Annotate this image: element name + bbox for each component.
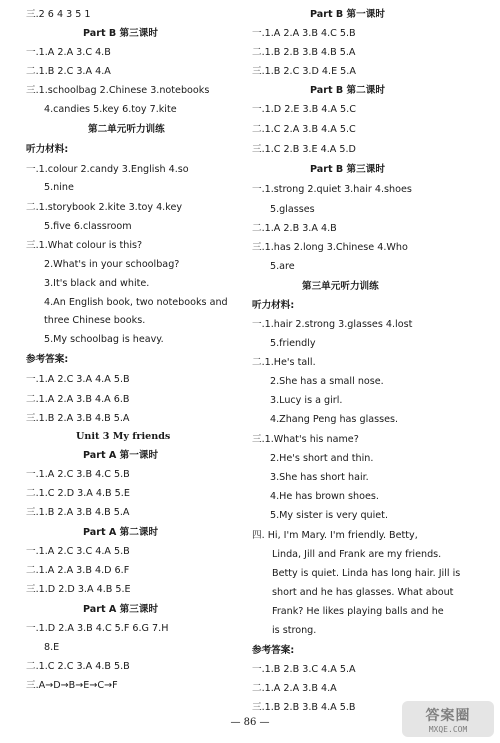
right-line: 三.1.B 2.C 3.D 4.E 5.A xyxy=(252,66,356,77)
left-line: 一.1.A 2.C 3.C 4.A 5.B xyxy=(26,546,130,557)
right-line: 一.1.D 2.E 3.B 4.A 5.C xyxy=(252,104,356,115)
left-line: 二.1.A 2.A 3.B 4.D 6.F xyxy=(26,565,130,576)
left-line: 三.1.D 2.D 3.A 4.B 5.E xyxy=(26,584,131,595)
right-line: 2.She has a small nose. xyxy=(270,376,384,387)
left-line: 参考答案: xyxy=(26,354,69,365)
right-line: 4.He has brown shoes. xyxy=(270,491,379,502)
page-number: — 86 — xyxy=(230,717,270,728)
left-line: 8.E xyxy=(44,642,60,653)
right-line: 3.Lucy is a girl. xyxy=(270,395,343,406)
right-line: 三.1.C 2.B 3.E 4.A 5.D xyxy=(252,144,356,155)
watermark-url: MXQE.COM xyxy=(428,724,468,734)
left-line: 听力材料: xyxy=(26,144,69,155)
left-line: three Chinese books. xyxy=(44,315,146,326)
right-line: 3.She has short hair. xyxy=(270,472,369,483)
right-line: 四. Hi, I'm Mary. I'm friendly. Betty, xyxy=(252,530,418,541)
right-line: 5.are xyxy=(270,261,295,272)
right-line: 二.1.B 2.B 3.B 4.B 5.A xyxy=(252,47,356,58)
left-line: 二.1.storybook 2.kite 3.toy 4.key xyxy=(26,202,183,213)
right-line: 5.My sister is very quiet. xyxy=(270,510,388,521)
right-line: is strong. xyxy=(272,625,317,636)
left-line: 一.1.colour 2.candy 3.English 4.so xyxy=(26,164,189,175)
left-line: 二.1.C 2.C 3.A 4.B 5.B xyxy=(26,661,130,672)
right-line: 一.1.strong 2.quiet 3.hair 4.shoes xyxy=(252,184,412,195)
right-line: 参考答案: xyxy=(252,645,295,656)
left-line: 5.My schoolbag is heavy. xyxy=(44,334,164,345)
right-line: Part B 第一课时 xyxy=(310,9,385,20)
left-line: 3.It's black and white. xyxy=(44,278,150,289)
right-line: 一.1.B 2.B 3.C 4.A 5.A xyxy=(252,664,356,675)
left-line: 一.1.D 2.A 3.B 4.C 5.F 6.G 7.H xyxy=(26,623,169,634)
left-line: Part A 第二课时 xyxy=(83,527,159,538)
right-line: 5.friendly xyxy=(270,338,316,349)
left-line: 一.1.A 2.C 3.B 4.C 5.B xyxy=(26,469,130,480)
right-line: 一.1.A 2.A 3.B 4.C 5.B xyxy=(252,28,356,39)
left-line: 三.A→D→B→E→C→F xyxy=(26,680,118,691)
left-line: 三.1.B 2.A 3.B 4.B 5.A xyxy=(26,507,130,518)
left-line: Part A 第一课时 xyxy=(83,450,159,461)
left-line: 5.five 6.classroom xyxy=(44,221,132,232)
left-line: Part A 第三课时 xyxy=(83,604,159,615)
left-line: Unit 3 My friends xyxy=(76,431,171,442)
left-line: 二.1.B 2.C 3.A 4.A xyxy=(26,66,111,77)
right-line: 5.glasses xyxy=(270,204,315,215)
right-line: 4.Zhang Peng has glasses. xyxy=(270,414,399,425)
left-line: 5.nine xyxy=(44,182,74,193)
right-line: 2.He's short and thin. xyxy=(270,453,374,464)
right-line: Frank? He likes playing balls and he xyxy=(272,606,444,617)
right-line: 第三单元听力训练 xyxy=(302,281,379,292)
left-line: 三.1.B 2.A 3.B 4.B 5.A xyxy=(26,413,130,424)
right-line: Linda, Jill and Frank are my friends. xyxy=(272,549,442,560)
right-line: 二.1.A 2.A 3.B 4.A xyxy=(252,683,337,694)
left-line: 三.1.What colour is this? xyxy=(26,240,143,251)
left-line: 2.What's in your schoolbag? xyxy=(44,259,180,270)
left-line: 二.1.A 2.A 3.B 4.A 6.B xyxy=(26,394,130,405)
right-line: 二.1.C 2.A 3.B 4.A 5.C xyxy=(252,124,356,135)
left-line: 三.1.schoolbag 2.Chinese 3.notebooks xyxy=(26,85,210,96)
right-line: 三.1.What's his name? xyxy=(252,434,359,445)
left-line: Part B 第三课时 xyxy=(83,28,158,39)
right-line: Part B 第二课时 xyxy=(310,85,385,96)
left-line: 一.1.A 2.C 3.A 4.A 5.B xyxy=(26,374,130,385)
watermark-logo xyxy=(402,701,494,737)
right-line: short and he has glasses. What about xyxy=(272,587,454,598)
right-line: Betty is quiet. Linda has long hair. Jill is xyxy=(272,568,461,579)
right-line: Part B 第三课时 xyxy=(310,164,385,175)
right-line: 听力材料: xyxy=(252,300,295,311)
left-line: 第二单元听力训练 xyxy=(88,124,165,135)
right-line: 一.1.hair 2.strong 3.glasses 4.lost xyxy=(252,319,413,330)
left-line: 三.2 6 4 3 5 1 xyxy=(26,9,91,20)
right-line: 三.1.has 2.long 3.Chinese 4.Who xyxy=(252,242,408,253)
right-line: 三.1.B 2.B 3.B 4.A 5.B xyxy=(252,702,356,713)
left-line: 一.1.A 2.A 3.C 4.B xyxy=(26,47,111,58)
watermark-logo-text: 答案圈 xyxy=(425,707,471,724)
right-line: 二.1.He's tall. xyxy=(252,357,316,368)
right-line: 二.1.A 2.B 3.A 4.B xyxy=(252,223,337,234)
left-line: 4.candies 5.key 6.toy 7.kite xyxy=(44,104,177,115)
left-line: 4.An English book, two notebooks and xyxy=(44,297,228,308)
left-line: 二.1.C 2.D 3.A 4.B 5.E xyxy=(26,488,130,499)
